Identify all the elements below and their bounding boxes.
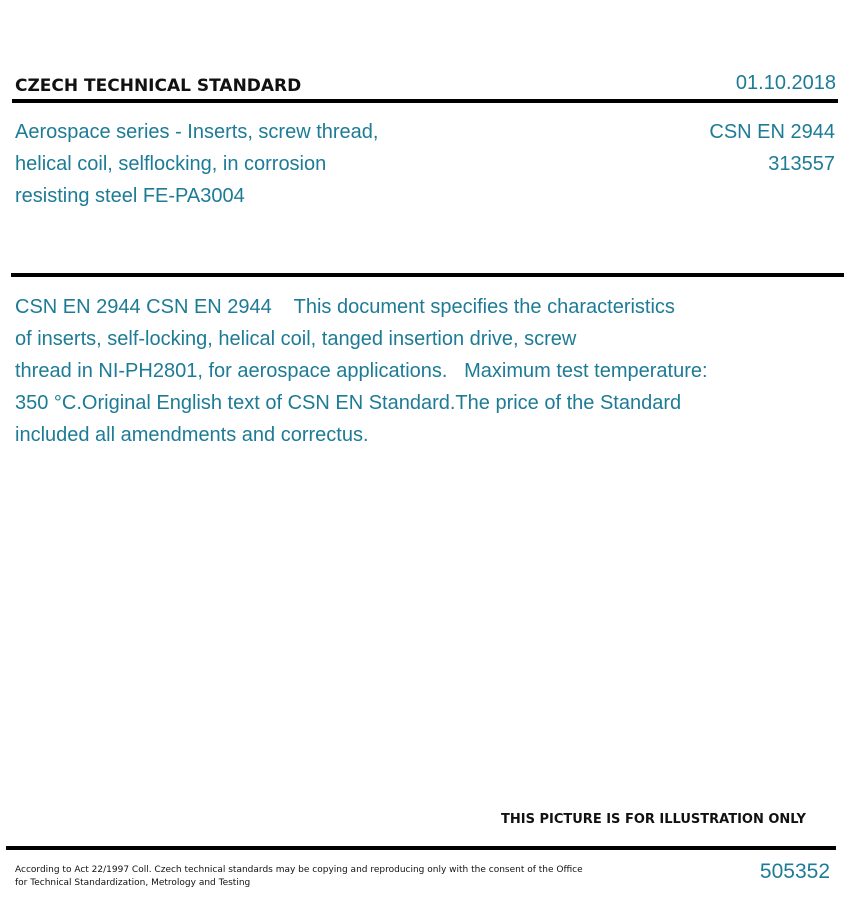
publication-date: 01.10.2018 [735,72,836,94]
description-line: of inserts, self-locking, helical coil, tanged insertion drive, screw [15,328,577,350]
legal-line: for Technical Standardization, Metrology and Testing [15,878,251,888]
legal-line: According to Act 22/1997 Coll. Czech technical standards may be copying and reproducing only with the consent of the Office [15,865,583,875]
title-line: Aerospace series - Inserts, screw thread, [15,121,379,143]
bottom-divider [6,846,836,850]
document-category: CZECH TECHNICAL STANDARD [15,76,302,96]
illustration-notice: THIS PICTURE IS FOR ILLUSTRATION ONLY [501,812,806,827]
title-line: helical coil, selflocking, in corrosion [15,153,327,175]
description-text [15,291,805,451]
description-line: CSN EN 2944 CSN EN 2944 This document specifies the characteristics [15,296,675,318]
catalog-number: 313557 [768,153,835,175]
title-line: resisting steel FE-PA3004 [15,185,245,207]
standard-codes [709,116,835,180]
top-divider [12,99,838,103]
standard-title [15,116,535,212]
description-line: thread in NI-PH2801, for aerospace applications. Maximum test temperature: [15,360,708,382]
document-number: 505352 [759,860,830,883]
description-line: 350 °C.Original English text of CSN EN Standard.The price of the Standard [15,392,682,414]
standard-code: CSN EN 2944 [709,121,835,143]
description-line: included all amendments and correctus. [15,424,369,446]
legal-notice [15,864,595,890]
middle-divider [11,273,844,277]
